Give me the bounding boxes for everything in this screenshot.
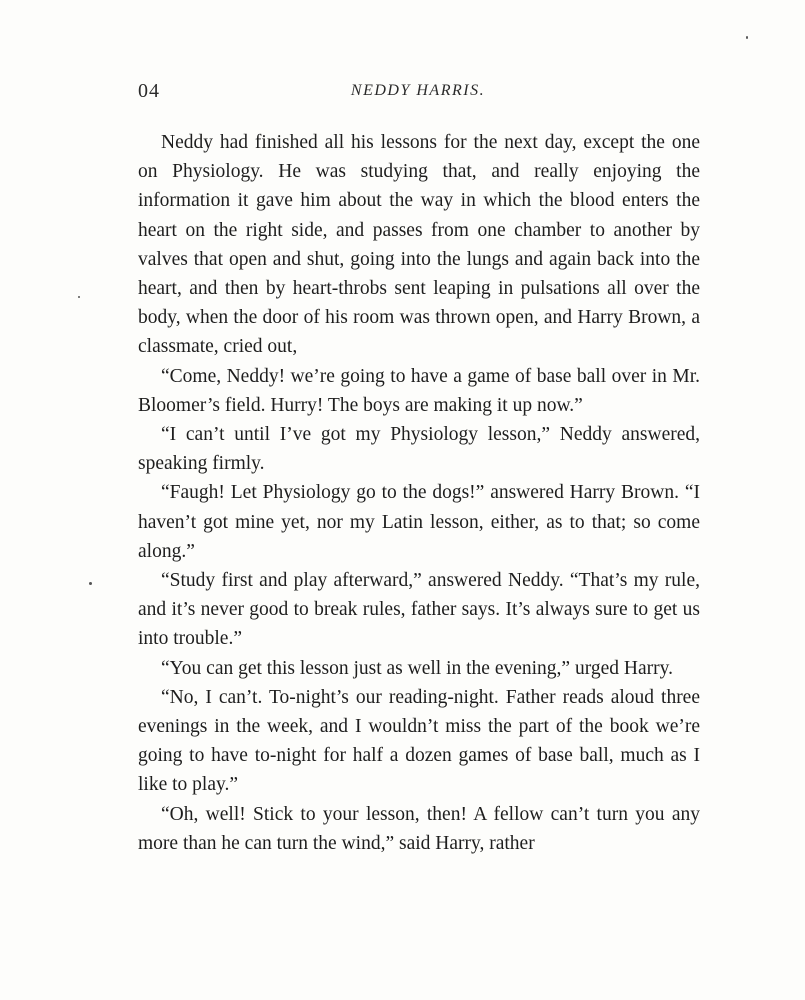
paragraph: “Come, Neddy! we’re going to have a game of base ball over in Mr. Bloomer’s field. Hurry! The boys are making it up now.”: [138, 365, 700, 416]
paragraph: “I can’t until I’ve got my Physiology lesson,” Neddy answered, speaking firmly.: [138, 424, 700, 475]
paragraph: “Oh, well! Stick to your lesson, then! A fellow can’t turn you any more than he can turn the wind,” said Harry, rather: [138, 803, 700, 854]
paragraph: “No, I can’t. To-night’s our reading-night. Father reads aloud three evenings in the week, and I wouldn’t miss the part of the book we’re going to have to-night for half a dozen games of base ball, much as I like to play.”: [138, 686, 700, 796]
page-number: 04: [138, 80, 160, 102]
paragraph: Neddy had finished all his lessons for the next day, except the one on Physiology. He was studying that, and really enjoying the information it gave him about the way in which the blood enters the heart on the right side, and passes from one chamber to another by valves that open and shut, going into the lungs and again back into the heart, and then by heart-throbs sent leaping in pulsations all over the body, when the door of his room was thrown open, and Harry Brown, a classmate, cried out,: [138, 132, 700, 358]
paper-speck: [78, 296, 80, 298]
paper-speck: [746, 36, 748, 39]
paragraph: “You can get this lesson just as well in the evening,” urged Harry.: [161, 657, 673, 679]
page-header: [138, 80, 698, 110]
paragraph: “Study first and play afterward,” answered Neddy. “That’s my rule, and it’s never good to break rules, father says. It’s always sure to get us into trouble.”: [138, 570, 700, 650]
paragraph: “Faugh! Let Physiology go to the dogs!” answered Harry Brown. “I haven’t got mine yet, nor my Latin lesson, either, as to that; so come along.”: [138, 482, 700, 562]
paper-speck: [89, 582, 92, 585]
body-text: [138, 128, 700, 858]
running-title: NEDDY HARRIS.: [350, 82, 486, 99]
